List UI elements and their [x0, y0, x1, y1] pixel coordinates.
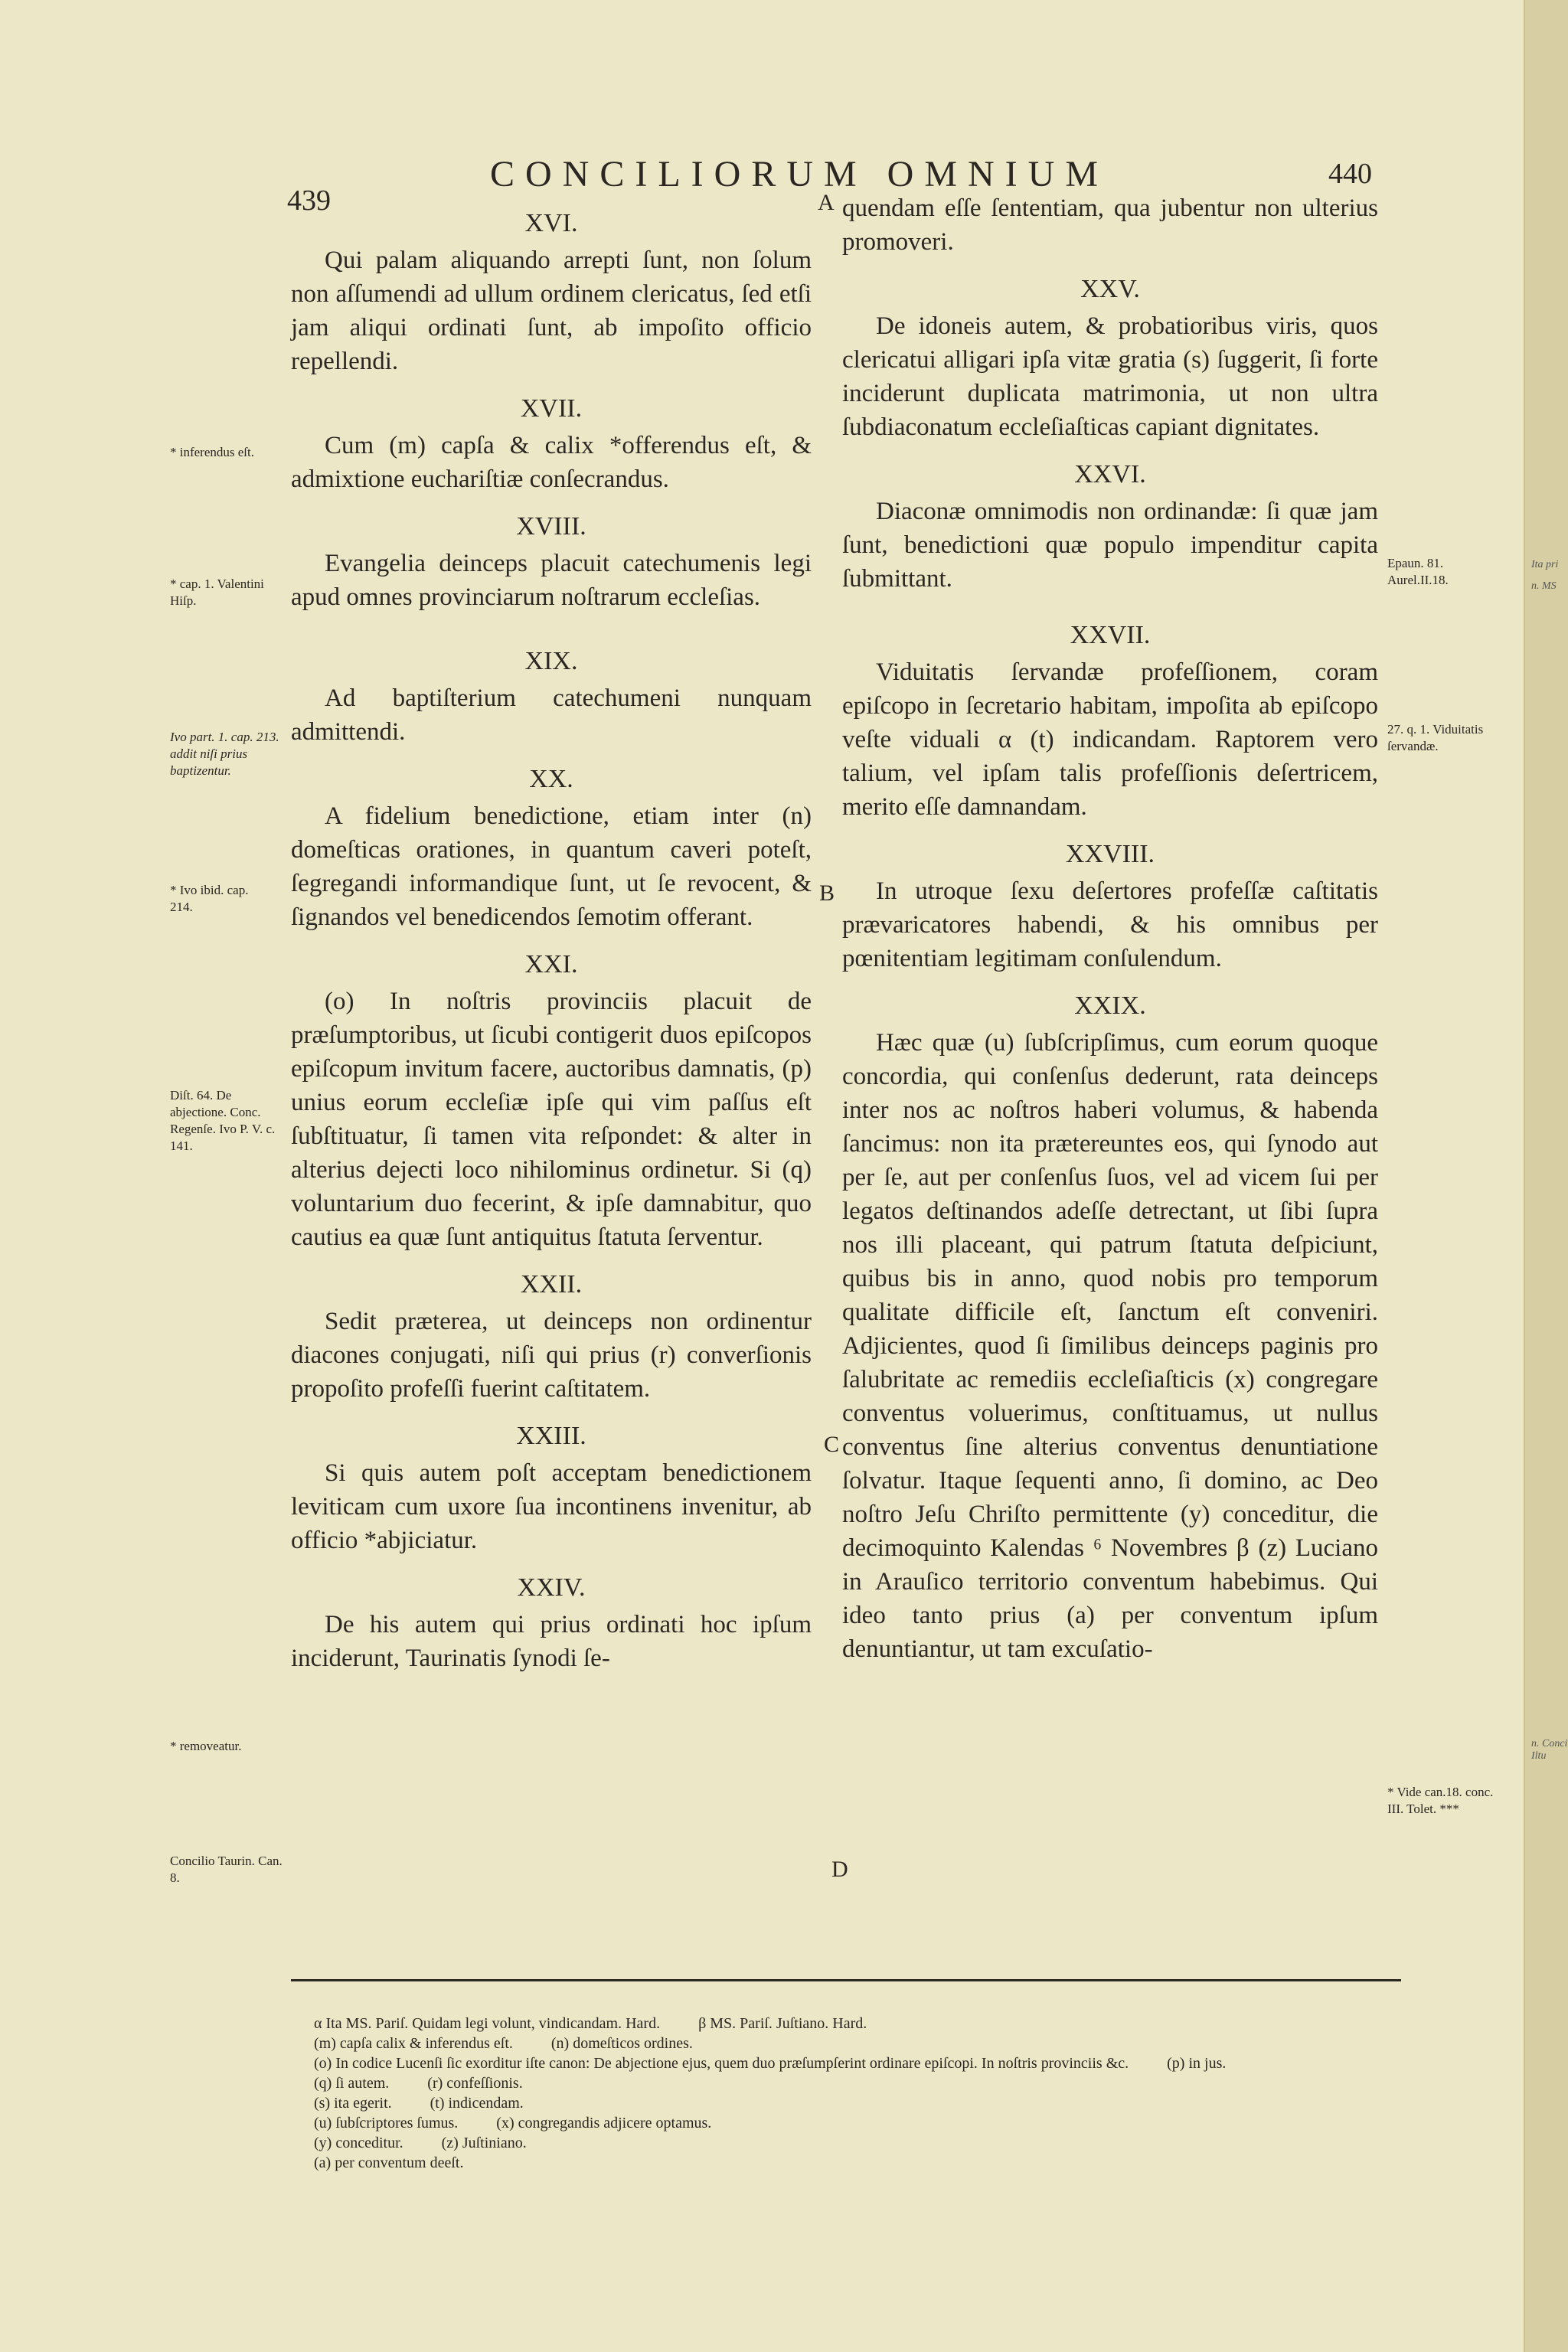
- canon-16-text: Qui palam aliquando arrepti ſunt, non ſolum non aſſumendi ad ullum ordinem clericatus, ſed etſi jam aliqui ordinati ſunt, ab impoſito officio repellendi.: [291, 247, 812, 375]
- section-letter-d: D: [831, 1857, 848, 1882]
- canon-18-title: XVIII.: [516, 512, 586, 541]
- adjacent-page-strip: [1524, 0, 1568, 2352]
- section-letter-c: C: [824, 1432, 840, 1457]
- canon-17-title: XVII.: [520, 394, 583, 423]
- footnote-line-3: (o) In codice Lucenſi ſic exorditur iſte canon: De abjectione ejus, quem duo præſumpſerint ordinare epiſcopi. In noſtris provinciis &c. (p) in jus.: [314, 2055, 1227, 2072]
- section-letter-b: B: [819, 880, 835, 906]
- margin-note-left-5: Diſt. 64. De abjectione. Conc. Regenſe. Ivo P. V. c. 141.: [170, 1088, 276, 1153]
- canon-25-title: XXV.: [1080, 275, 1140, 303]
- canon-20-text: A fidelium benedictione, etiam inter (n) domeſticas orationes, in quantum caveri poteſt, ſegregandi informandique ſunt, ut ſe revocent, & ſignandos vel benedicendos ſemotim offerant.: [291, 802, 812, 931]
- footnote-line-6: (u) ſubſcriptores ſumus. (x) congregandis adjicere optamus.: [314, 2115, 712, 2132]
- canon-22-text: Sedit præterea, ut deinceps non ordinentur diacones conjugati, niſi qui prius (r) converſionis propoſito profeſſi fuerint caſtitatem.: [291, 1308, 812, 1403]
- margin-note-right-1: Epaun. 81. Aurel.II.18.: [1387, 556, 1449, 587]
- canon-19-text: Ad baptiſterium catechumeni nunquam admittendi.: [291, 684, 812, 746]
- footnotes: [314, 2014, 1416, 2173]
- canon-21-title: XXI.: [524, 950, 578, 978]
- footnote-line-2: (m) capſa calix & inferendus eſt. (n) domeſticos ordines.: [314, 2035, 693, 2052]
- canon-25-text: De idoneis autem, & probatioribus viris, quos clericatui alligari ipſa vitæ gratia (s) ſuggerit, ſi forte inciderunt duplicata matrimonia, ut non ultra ſubdiaconatum eccleſiaſticas capiant dignitates.: [842, 312, 1378, 441]
- canon-27-text: Viduitatis ſervandæ profeſſionem, coram epiſcopo in ſecretario habitam, impoſita ab epiſcopo veſte viduali α (t) indicandam. Raptorem vero talium, vel ipſam talis profeſſionis deſertricem, merito eſſe damnandam.: [842, 658, 1378, 821]
- canon-26-text: Diaconæ omnimodis non ordinandæ: ſi quæ jam ſunt, benedictioni quæ populo impenditur capita ſubmittant.: [842, 498, 1378, 593]
- strip-text-3: n. Conci Iltu: [1531, 1738, 1568, 1762]
- page-number-right: 440: [1328, 158, 1372, 190]
- strip-text-1: Ita pri: [1531, 559, 1559, 570]
- canon-29-title: XXIX.: [1074, 991, 1146, 1020]
- canon-28-text: In utroque ſexu deſertores profeſſæ caſtitatis prævaricatores habendi, & his omnibus per pœnitentiam legitimam conſulendum.: [842, 877, 1378, 972]
- canon-21-text: (o) In noſtris provinciis placuit de præſumptoribus, ut ſicubi contigerit duos epiſcopos epiſcopum invitum facere, auctoribus damnatis, (p) unius eorum eccleſiæ ipſe qui vim paſſus eſt ſubſtituatur, ſi tamen vita reſpondet: & alter in alterius dejecti loco nihilominus ordinetur. Si (q) voluntarium duo fecerint, & ipſe damnabitur, quo cautius ea quæ ſunt antiquitus ſtatuta ſerventur.: [291, 988, 812, 1251]
- canon-17-text: Cum (m) capſa & calix *offerendus eſt, & admixtione euchariſtiæ conſecrandus.: [291, 432, 812, 493]
- canon-28-title: XXVIII.: [1065, 840, 1155, 868]
- margin-note-right-3: * Vide can.18. conc. III. Tolet. ***: [1387, 1785, 1494, 1816]
- canon-23-text: Si quis autem poſt acceptam benedictionem leviticam cum uxore ſua incontinens invenitur, ab officio *abjiciatur.: [291, 1459, 812, 1554]
- canon-24-title: XXIV.: [517, 1573, 586, 1602]
- canon-26-title: XXVI.: [1074, 460, 1146, 488]
- margin-note-left-6: * removeatur.: [170, 1739, 242, 1753]
- canon-18-text: Evangelia deinceps placuit catechumenis legi apud omnes provinciarum noſtrarum eccleſias.: [291, 550, 812, 611]
- canon-23-title: XXIII.: [516, 1422, 586, 1450]
- strip-text-2: n. MS: [1531, 580, 1557, 592]
- canon-20-title: XX.: [529, 765, 573, 793]
- section-letter-a: A: [818, 190, 835, 215]
- right-column: [842, 191, 1378, 1674]
- canon-22-title: XXII.: [520, 1270, 583, 1298]
- footnote-line-1: α Ita MS. Pariſ. Quidam legi volunt, vindicandam. Hard. β MS. Pariſ. Juſtiano. Hard.: [314, 2015, 867, 2032]
- canon-24-text: De his autem qui prius ordinati hoc ipſum inciderunt, Taurinatis ſynodi ſe-: [291, 1611, 812, 1672]
- margin-note-left-1: * inferendus eſt.: [170, 445, 254, 459]
- margin-note-left-3: Ivo part. 1. cap. 213. addit niſi prius baptizentur.: [170, 730, 279, 778]
- left-column: [291, 207, 812, 1683]
- canon-29-text: Hæc quæ (u) ſubſcripſimus, cum eorum quoque concordia, qui conſenſus dederunt, rata deinceps inter nos ac noſtros haberi volumus, & habenda ſancimus: non ita prætereuntes eos, qui ſynodo aut per ſe, aut per conſenſus ſuos, vel ad vicem ſui per legatos deſtinandos adeſſe detrectant, ut ſibi ſupra nos illi placeant, qui patrum ſtatuta deſpiciunt, quibus bis in anno, quod nobis pro temporum qualitate difficile eſt, ſanctum eſt conveniri. Adjicientes, quod ſi ſimilibus deinceps paginis pro ſalubritate ac remediis eccleſiaſticis (x) congregare conventus voluerimus, conſtituamus, ut nullus conventus ſine alterius conventus denuntiatione ſolvatur. Itaque ſequenti anno, ſi domino, ac Deo noſtro Jeſu Chriſto permittente (y) conceditur, die decimoquinto Kalendas ⁶ Novembres β (z) Luciano in Arauſico territorio conventum habebimus. Qui ideo tanto prius (a) per conventum ipſum denuntiantur, ut tam excuſatio-: [842, 1029, 1378, 1663]
- canon-16-title: XVI.: [524, 209, 578, 237]
- margin-note-right-2: 27. q. 1. Viduitatis ſervandæ.: [1387, 722, 1484, 753]
- canon-19-title: XIX.: [524, 647, 578, 675]
- canon-27-title: XXVII.: [1070, 621, 1151, 649]
- footnote-line-5: (s) ita egerit. (t) indicendam.: [314, 2095, 524, 2112]
- footnote-line-7: (y) conceditur. (z) Juſtiniano.: [314, 2135, 527, 2151]
- continuation-text: quendam eſſe ſententiam, qua jubentur non ulterius promoveri.: [842, 194, 1378, 256]
- footnote-line-4: (q) ſi autem. (r) confeſſionis.: [314, 2075, 523, 2092]
- footnote-rule: [291, 1979, 1401, 1981]
- page-number-left: 439: [287, 185, 331, 217]
- margin-note-left-7: Concilio Taurin. Can. 8.: [170, 1854, 283, 1885]
- margin-note-left-4: * Ivo ibid. cap. 214.: [170, 883, 249, 914]
- margin-note-left-2: * cap. 1. Valentini Hiſp.: [170, 577, 264, 608]
- footnote-line-8: (a) per conventum deeſt.: [314, 2154, 464, 2171]
- running-title: CONCILIORUM OMNIUM: [490, 154, 1109, 194]
